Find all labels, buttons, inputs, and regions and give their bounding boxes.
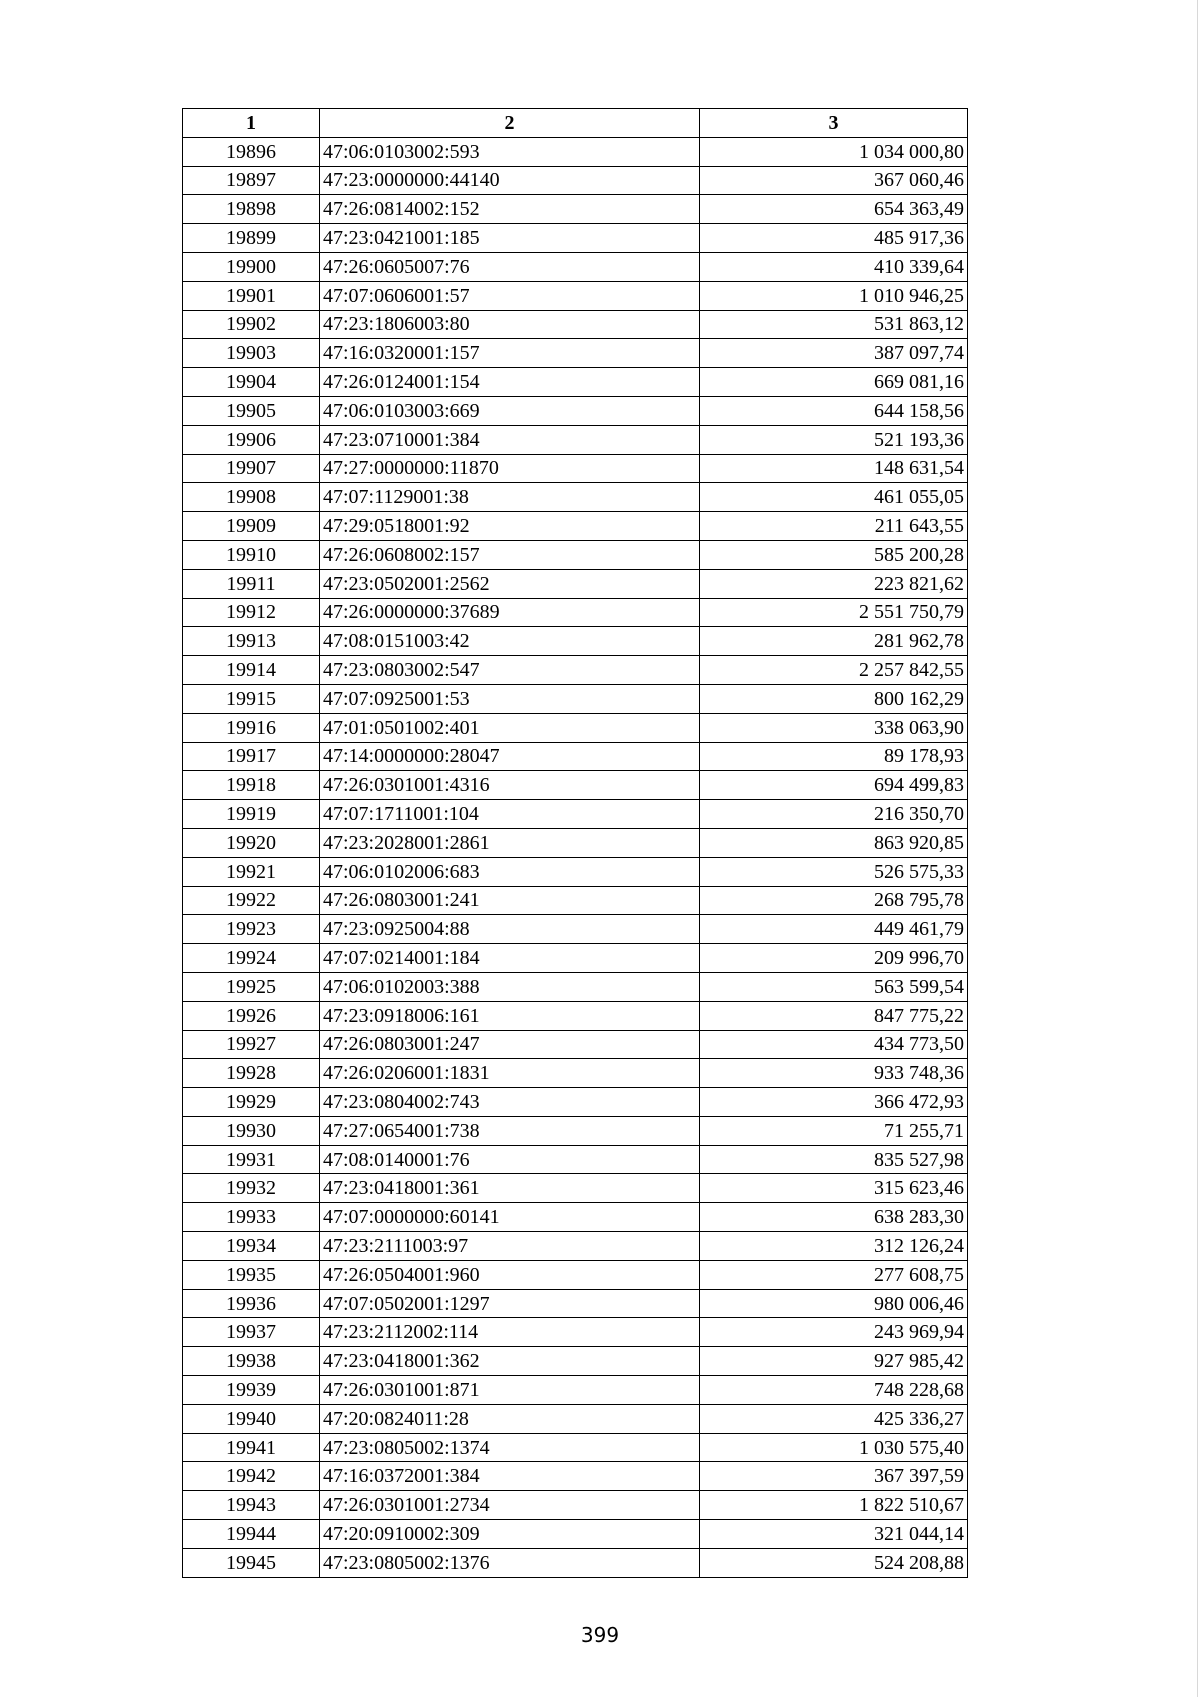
row-number-cell: 19900 — [183, 252, 320, 281]
value-cell: 410 339,64 — [700, 252, 968, 281]
row-number-cell: 19906 — [183, 425, 320, 454]
cadastral-number-cell: 47:23:0710001:384 — [320, 425, 700, 454]
value-cell: 485 917,36 — [700, 224, 968, 253]
table-row — [183, 1001, 968, 1030]
value-cell: 243 969,94 — [700, 1318, 968, 1347]
row-number-cell: 19902 — [183, 310, 320, 339]
table-row — [183, 713, 968, 742]
page-number: 399 — [580, 1623, 620, 1647]
row-number-cell: 19935 — [183, 1260, 320, 1289]
cadastral-number-cell: 47:23:0421001:185 — [320, 224, 700, 253]
cadastral-number-cell: 47:06:0102003:388 — [320, 972, 700, 1001]
cadastral-number-cell: 47:07:0502001:1297 — [320, 1289, 700, 1318]
table-row — [183, 396, 968, 425]
table-row — [183, 742, 968, 771]
row-number-cell: 19929 — [183, 1088, 320, 1117]
cadastral-number-cell: 47:23:0000000:44140 — [320, 166, 700, 195]
value-cell: 531 863,12 — [700, 310, 968, 339]
cadastral-number-cell: 47:23:0918006:161 — [320, 1001, 700, 1030]
value-cell: 321 044,14 — [700, 1520, 968, 1549]
value-cell: 524 208,88 — [700, 1548, 968, 1577]
cadastral-number-cell: 47:08:0140001:76 — [320, 1145, 700, 1174]
table-row — [183, 512, 968, 541]
row-number-cell: 19913 — [183, 627, 320, 656]
value-cell: 89 178,93 — [700, 742, 968, 771]
cadastral-number-cell: 47:23:2028001:2861 — [320, 828, 700, 857]
row-number-cell: 19923 — [183, 915, 320, 944]
value-cell: 338 063,90 — [700, 713, 968, 742]
cadastral-number-cell: 47:27:0654001:738 — [320, 1116, 700, 1145]
value-cell: 216 350,70 — [700, 800, 968, 829]
row-number-cell: 19916 — [183, 713, 320, 742]
table-row — [183, 483, 968, 512]
cadastral-number-cell: 47:01:0501002:401 — [320, 713, 700, 742]
cadastral-number-cell: 47:23:0805002:1376 — [320, 1548, 700, 1577]
cadastral-number-cell: 47:26:0814002:152 — [320, 195, 700, 224]
cadastral-number-cell: 47:26:0301001:871 — [320, 1376, 700, 1405]
cadastral-number-cell: 47:07:0214001:184 — [320, 944, 700, 973]
table-row — [183, 195, 968, 224]
cadastral-number-cell: 47:16:0372001:384 — [320, 1462, 700, 1491]
table-row — [183, 1174, 968, 1203]
row-number-cell: 19945 — [183, 1548, 320, 1577]
value-cell: 2 551 750,79 — [700, 598, 968, 627]
table-row — [183, 1088, 968, 1117]
cadastral-number-cell: 47:23:0925004:88 — [320, 915, 700, 944]
table-row — [183, 944, 968, 973]
row-number-cell: 19910 — [183, 540, 320, 569]
table-row — [183, 1404, 968, 1433]
table-row — [183, 1462, 968, 1491]
row-number-cell: 19927 — [183, 1030, 320, 1059]
table-row — [183, 137, 968, 166]
cadastral-number-cell: 47:07:0606001:57 — [320, 281, 700, 310]
cadastral-number-cell: 47:26:0301001:4316 — [320, 771, 700, 800]
value-cell: 847 775,22 — [700, 1001, 968, 1030]
table-row — [183, 598, 968, 627]
cadastral-number-cell: 47:06:0103002:593 — [320, 137, 700, 166]
value-cell: 644 158,56 — [700, 396, 968, 425]
value-cell: 933 748,36 — [700, 1059, 968, 1088]
table-row — [183, 1433, 968, 1462]
cadastral-number-cell: 47:07:1129001:38 — [320, 483, 700, 512]
row-number-cell: 19933 — [183, 1203, 320, 1232]
row-number-cell: 19932 — [183, 1174, 320, 1203]
value-cell: 367 397,59 — [700, 1462, 968, 1491]
cadastral-number-cell: 47:26:0803001:247 — [320, 1030, 700, 1059]
table-row — [183, 425, 968, 454]
table-row — [183, 800, 968, 829]
value-cell: 526 575,33 — [700, 857, 968, 886]
cadastral-number-cell: 47:26:0605007:76 — [320, 252, 700, 281]
value-cell: 367 060,46 — [700, 166, 968, 195]
table-row — [183, 771, 968, 800]
table-row — [183, 1491, 968, 1520]
value-cell: 927 985,42 — [700, 1347, 968, 1376]
row-number-cell: 19899 — [183, 224, 320, 253]
column-header-3: 3 — [700, 109, 968, 138]
table-row — [183, 656, 968, 685]
table-row — [183, 368, 968, 397]
table-row — [183, 828, 968, 857]
row-number-cell: 19922 — [183, 886, 320, 915]
row-number-cell: 19897 — [183, 166, 320, 195]
cadastral-number-cell: 47:23:2111003:97 — [320, 1232, 700, 1261]
table-row — [183, 166, 968, 195]
table-row — [183, 540, 968, 569]
value-cell: 669 081,16 — [700, 368, 968, 397]
table-row — [183, 1059, 968, 1088]
value-cell: 748 228,68 — [700, 1376, 968, 1405]
value-cell: 449 461,79 — [700, 915, 968, 944]
cadastral-number-cell: 47:07:0925001:53 — [320, 684, 700, 713]
row-number-cell: 19931 — [183, 1145, 320, 1174]
cadastral-number-cell: 47:27:0000000:11870 — [320, 454, 700, 483]
row-number-cell: 19924 — [183, 944, 320, 973]
table-row — [183, 1232, 968, 1261]
row-number-cell: 19926 — [183, 1001, 320, 1030]
value-cell: 1 030 575,40 — [700, 1433, 968, 1462]
table-row — [183, 857, 968, 886]
value-cell: 209 996,70 — [700, 944, 968, 973]
row-number-cell: 19942 — [183, 1462, 320, 1491]
cadastral-number-cell: 47:23:2112002:114 — [320, 1318, 700, 1347]
value-cell: 1 034 000,80 — [700, 137, 968, 166]
value-cell: 312 126,24 — [700, 1232, 968, 1261]
cadastral-table — [182, 108, 968, 1578]
value-cell: 71 255,71 — [700, 1116, 968, 1145]
cadastral-number-cell: 47:07:0000000:60141 — [320, 1203, 700, 1232]
row-number-cell: 19940 — [183, 1404, 320, 1433]
table-row — [183, 1116, 968, 1145]
row-number-cell: 19938 — [183, 1347, 320, 1376]
row-number-cell: 19918 — [183, 771, 320, 800]
table-row — [183, 972, 968, 1001]
table-row — [183, 1203, 968, 1232]
cadastral-number-cell: 47:06:0102006:683 — [320, 857, 700, 886]
table-body — [183, 137, 968, 1577]
value-cell: 2 257 842,55 — [700, 656, 968, 685]
cadastral-number-cell: 47:23:1806003:80 — [320, 310, 700, 339]
value-cell: 461 055,05 — [700, 483, 968, 512]
row-number-cell: 19925 — [183, 972, 320, 1001]
table-row — [183, 1260, 968, 1289]
table-row — [183, 1548, 968, 1577]
table-row — [183, 627, 968, 656]
cadastral-number-cell: 47:26:0301001:2734 — [320, 1491, 700, 1520]
table-row — [183, 1145, 968, 1174]
row-number-cell: 19944 — [183, 1520, 320, 1549]
row-number-cell: 19936 — [183, 1289, 320, 1318]
row-number-cell: 19928 — [183, 1059, 320, 1088]
table-row — [183, 281, 968, 310]
cadastral-number-cell: 47:20:0910002:309 — [320, 1520, 700, 1549]
cadastral-number-cell: 47:20:0824011:28 — [320, 1404, 700, 1433]
table-row — [183, 915, 968, 944]
row-number-cell: 19943 — [183, 1491, 320, 1520]
column-header-1: 1 — [183, 109, 320, 138]
row-number-cell: 19908 — [183, 483, 320, 512]
row-number-cell: 19930 — [183, 1116, 320, 1145]
value-cell: 980 006,46 — [700, 1289, 968, 1318]
row-number-cell: 19937 — [183, 1318, 320, 1347]
row-number-cell: 19921 — [183, 857, 320, 886]
cadastral-number-cell: 47:23:0418001:361 — [320, 1174, 700, 1203]
row-number-cell: 19941 — [183, 1433, 320, 1462]
row-number-cell: 19914 — [183, 656, 320, 685]
value-cell: 1 822 510,67 — [700, 1491, 968, 1520]
table-row — [183, 1520, 968, 1549]
value-cell: 585 200,28 — [700, 540, 968, 569]
table-row — [183, 310, 968, 339]
table-row — [183, 684, 968, 713]
cadastral-number-cell: 47:06:0103003:669 — [320, 396, 700, 425]
page-edge-line — [1197, 0, 1198, 1697]
value-cell: 835 527,98 — [700, 1145, 968, 1174]
value-cell: 863 920,85 — [700, 828, 968, 857]
row-number-cell: 19903 — [183, 339, 320, 368]
column-header-2: 2 — [320, 109, 700, 138]
table-row — [183, 1318, 968, 1347]
value-cell: 638 283,30 — [700, 1203, 968, 1232]
table-row — [183, 1376, 968, 1405]
table-row — [183, 1347, 968, 1376]
cadastral-number-cell: 47:29:0518001:92 — [320, 512, 700, 541]
row-number-cell: 19917 — [183, 742, 320, 771]
row-number-cell: 19905 — [183, 396, 320, 425]
value-cell: 268 795,78 — [700, 886, 968, 915]
row-number-cell: 19907 — [183, 454, 320, 483]
value-cell: 315 623,46 — [700, 1174, 968, 1203]
value-cell: 281 962,78 — [700, 627, 968, 656]
cadastral-number-cell: 47:23:0418001:362 — [320, 1347, 700, 1376]
row-number-cell: 19898 — [183, 195, 320, 224]
cadastral-number-cell: 47:14:0000000:28047 — [320, 742, 700, 771]
cadastral-number-cell: 47:26:0206001:1831 — [320, 1059, 700, 1088]
value-cell: 387 097,74 — [700, 339, 968, 368]
row-number-cell: 19909 — [183, 512, 320, 541]
table-row — [183, 454, 968, 483]
cadastral-number-cell: 47:26:0608002:157 — [320, 540, 700, 569]
row-number-cell: 19901 — [183, 281, 320, 310]
cadastral-number-cell: 47:23:0805002:1374 — [320, 1433, 700, 1462]
cadastral-number-cell: 47:23:0502001:2562 — [320, 569, 700, 598]
cadastral-number-cell: 47:26:0124001:154 — [320, 368, 700, 397]
cadastral-number-cell: 47:23:0804002:743 — [320, 1088, 700, 1117]
value-cell: 277 608,75 — [700, 1260, 968, 1289]
table-row — [183, 569, 968, 598]
cadastral-number-cell: 47:26:0000000:37689 — [320, 598, 700, 627]
table-row — [183, 224, 968, 253]
cadastral-number-cell: 47:26:0504001:960 — [320, 1260, 700, 1289]
value-cell: 694 499,83 — [700, 771, 968, 800]
value-cell: 800 162,29 — [700, 684, 968, 713]
row-number-cell: 19939 — [183, 1376, 320, 1405]
cadastral-number-cell: 47:23:0803002:547 — [320, 656, 700, 685]
value-cell: 434 773,50 — [700, 1030, 968, 1059]
row-number-cell: 19920 — [183, 828, 320, 857]
value-cell: 425 336,27 — [700, 1404, 968, 1433]
row-number-cell: 19912 — [183, 598, 320, 627]
row-number-cell: 19915 — [183, 684, 320, 713]
row-number-cell: 19904 — [183, 368, 320, 397]
value-cell: 1 010 946,25 — [700, 281, 968, 310]
value-cell: 521 193,36 — [700, 425, 968, 454]
cadastral-number-cell: 47:07:1711001:104 — [320, 800, 700, 829]
row-number-cell: 19934 — [183, 1232, 320, 1261]
row-number-cell: 19896 — [183, 137, 320, 166]
table-row — [183, 1030, 968, 1059]
value-cell: 563 599,54 — [700, 972, 968, 1001]
table-row — [183, 339, 968, 368]
cadastral-number-cell: 47:26:0803001:241 — [320, 886, 700, 915]
value-cell: 366 472,93 — [700, 1088, 968, 1117]
cadastral-number-cell: 47:08:0151003:42 — [320, 627, 700, 656]
table-row — [183, 1289, 968, 1318]
value-cell: 223 821,62 — [700, 569, 968, 598]
row-number-cell: 19919 — [183, 800, 320, 829]
table-header-row — [183, 109, 968, 138]
table-row — [183, 252, 968, 281]
value-cell: 148 631,54 — [700, 454, 968, 483]
value-cell: 211 643,55 — [700, 512, 968, 541]
row-number-cell: 19911 — [183, 569, 320, 598]
cadastral-number-cell: 47:16:0320001:157 — [320, 339, 700, 368]
table-row — [183, 886, 968, 915]
value-cell: 654 363,49 — [700, 195, 968, 224]
